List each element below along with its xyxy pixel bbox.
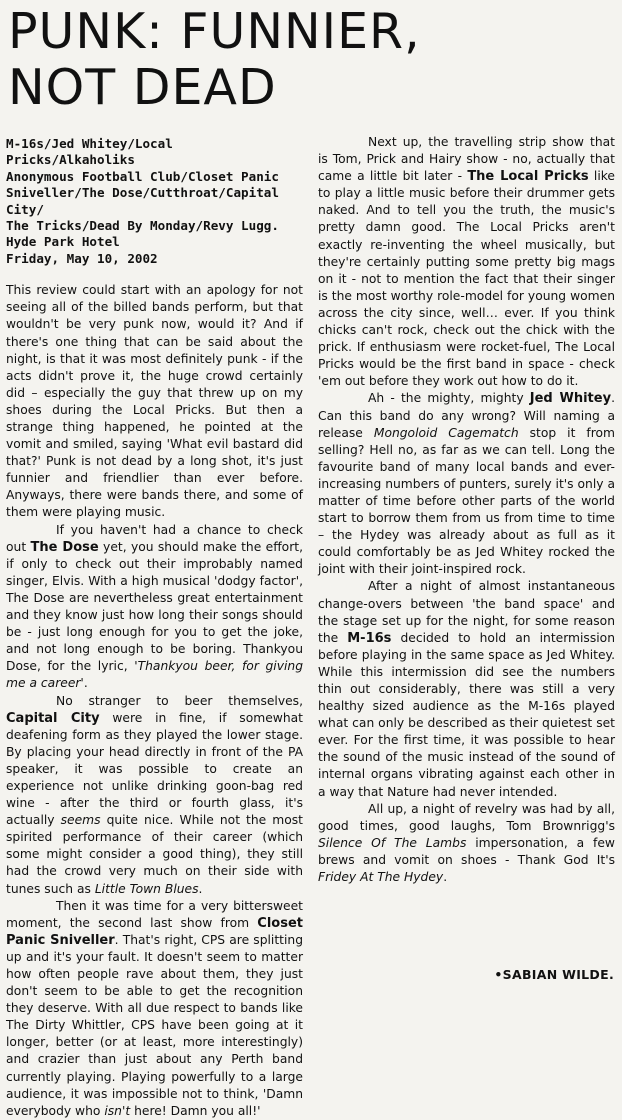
author-byline: •SABIAN WILDE. — [494, 967, 614, 982]
lyric-quote: 'Thankyou beer, for giving me a career' — [6, 659, 304, 691]
lineup-line: Anonymous Football Club/Closet Panic — [6, 168, 279, 184]
headline-line-1: PUNK: FUNNIER, — [8, 3, 421, 60]
lineup-line: M-16s/Jed Whitey/Local Pricks/Alkaholiks — [6, 136, 173, 168]
headline — [8, 4, 421, 116]
article-column-left — [6, 136, 303, 1120]
band-name: Closet Panic Sniveller — [6, 915, 303, 948]
band-name: M-16s — [347, 630, 392, 646]
paragraph-conclusion: All up, a night of revelry was had by all, good times, good laughs, Tom Brownrigg's Silence Of The Lambs impersonation, a few brews and vomit on shoes - Thank God It's Fridey At The Hydey. — [318, 801, 615, 885]
band-name: Capital City — [6, 710, 100, 726]
paragraph-m16s: After a night of almost instantaneous change-overs between 'the band space' and the stage set up for the night, for some reason the M-16s decided to hold an intermission before playing in the same space as Jed Whitey. While this intermission did see the numbers thin out considerably, there was still a very healthy sized audience as the M-16s played what can only be described as their quietest set ever. For the first time, it was possible to hear the sound of the music instead of the sound of internal organs vibrating against each other in a way that Nature had never intended. — [318, 579, 615, 799]
venue: Hyde Park Hotel — [6, 234, 120, 250]
band-name: The Local Pricks — [467, 169, 589, 185]
song-title: Little Town Blues — [94, 881, 199, 896]
paragraph-intro: This review could start with an apology for not seeing all of the billed bands perform, but that wouldn't be very punk now, would it? And if there's one thing that can be said about the night, is that it was most definitely punk - if the acts didn't prove it, the huge crowd certainly did – especially the guy that threw up on my shoes during the Local Pricks. But then a strange thing happened, he pointed at the vomit and smiled, saying 'What evil bastard did that?' Punk is not dead by a long shot, it's just funnier and friendlier than ever before. Anyways, there were bands there, and some of them were playing music. — [6, 283, 303, 520]
headline-line-2: NOT DEAD — [8, 59, 277, 116]
lineup-line: The Tricks/Dead By Monday/Revy Lugg. — [6, 218, 279, 234]
paragraph-local-pricks: Next up, the travelling strip show that is Tom, Prick and Hairy show - no, actually that came a little bit later - The Local Pricks like to play a little music before their drummer gets naked. And to tell you the truth, the music's pretty damn good. The Local Pricks aren't exactly re-inventing the wheel musically, but they're certainly putting some pretty big mags on it - not to mention the fact that their singer is the most worthy role-model for young women across the city since, well… ever. If you think chicks can't rock, check out the chick with the prick. If enthusiasm were rocket-fuel, The Local Pricks would be the first band in space - check 'em out before they work out how to do it. — [318, 135, 616, 389]
gig-date: Friday, May 10, 2002 — [6, 250, 158, 266]
gig-info — [6, 136, 303, 267]
paragraph-the-dose: If you haven't had a chance to check out The Dose yet, you should make the effort, if only to check out their improbably named singer, Elvis. With a high musical 'dodgy factor', The Dose are nevertheless great entertainment and they know just how long their songs should be - just long enough for you to get the joke, and not long enough to be boring. Thankyou Dose, for the lyric, 'Thankyou beer, for giving me a career'. — [6, 522, 304, 691]
paragraph-jed-whitey: Ah - the mighty, mighty Jed Whitey. Can this band do any wrong? Will naming a release Mongoloid Cagematch stop it from selling? Hell no, as far as we can tell. Long the favourite band of many local bands and ever-increasing numbers of punters, surely it's only a matter of time before other parts of the world start to borrow them from us from time to time – the Hydey was already about as full as it could comfortably be as Jed Whitey rocked the joint with their joint-inspired rock. — [318, 391, 615, 577]
band-name: The Dose — [30, 539, 99, 555]
article-column-right — [318, 134, 615, 886]
lineup-line: Sniveller/The Dose/Cutthroat/Capital City/ — [6, 185, 279, 217]
paragraph-capital-city: No stranger to beer themselves, Capital City were in fine, if somewhat deafening form as they played the lower stage. By placing your head directly in front of the PA speaker, it was possible to create an experience not unlike drinking goon-bag red wine - after the third or fourth glass, it's actually seems quite nice. While not the most spirited performance of their career (which some might consider a good thing), they still had the crowd very much on their side with tunes such as Little Town Blues. — [6, 693, 303, 896]
paragraph-closet-panic-sniveller: Then it was time for a very bittersweet moment, the second last show from Closet Panic Sniveller. That's right, CPS are splitting up and it's your fault. It doesn't seem to matter how often people rave about them, they just don't seem to be able to get the recognition they deserve. With all due respect to bands like The Dirty Whittler, CPS have been going at it longer, better (or at least, more interestingly) and crazier than just about any Perth band currently playing. Playing powerfully to a large audience, it was impossible not to think, 'Damn everybody who isn't here! Damn you all!' — [6, 898, 303, 1118]
band-name: Jed Whitey — [529, 391, 612, 407]
release-title: Mongoloid Cagematch — [373, 425, 519, 440]
